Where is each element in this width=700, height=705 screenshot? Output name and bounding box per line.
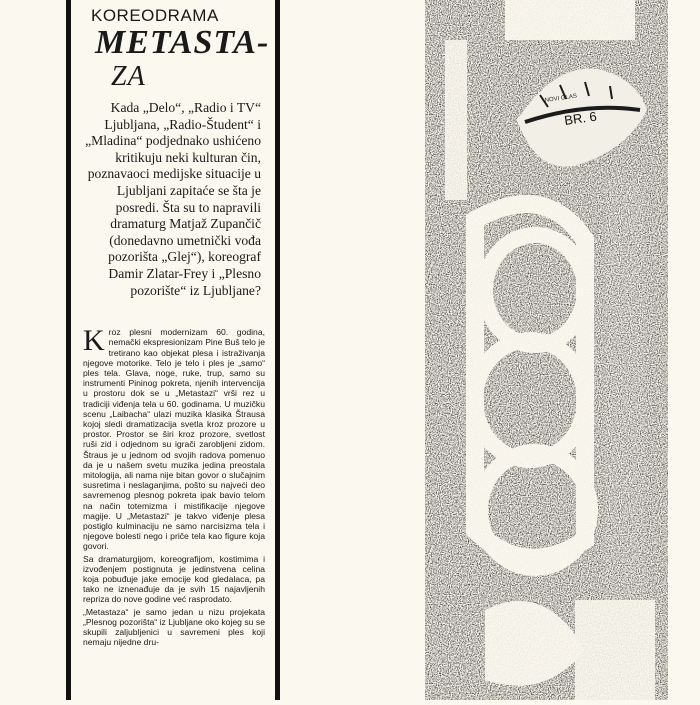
article-column [66,0,280,700]
headline-line-2: ZA [111,61,146,92]
body-paragraph-3: „Metastaza“ je samo jedan u nizu projekata „Plesnog pozorišta“ iz Ljubljane oko kojeg su se skupili zaljubljenici u savremeni ples koji nemaju nijedne dru- [83,606,265,648]
body-paragraph-1-text: roz plesni modernizam 60. godina, nemački ekspresionizam Pine Buš telo je tretirano kao objekat plesa i istraživanja njegove motorike. Telo je telo i ples je „samo“ ples tela. Glava, noge, ruke, trup, samo su instrumenti Pininog pokreta, njenih intervencija u prostoru dok se u „Metastazi“ vrši rez u tradiciji viđenja tela u 60. godinama. U muzičku scenu „Laibacha“ ulazi muzika klasika Štrausa kojoj sledi dramatizacija svetla kroz prozore u prostor. Prostor se širi kroz prozore, svetlost ruši zid i odjednom su igrači zarobljeni zidom. Štraus je u jednom od svojih radova pomenuo da je u našem svetu muzika jedina preostala mitologija, ali nama nije bitan govor o slučajnim susretima i neslaganjima, pošto su najveći deo savremenog plesnog pokreta ipak bavio telom na način totemizma i mistifikacije njegove magije. U „Metastazi“ je takvo viđenje plesa postiglo kulminaciju ne samo narcisizma tela i njegove bolesti nego i priče tela kao figure koja govori. [83,327,265,552]
body-paragraph-2: Sa dramaturgijom, koreografijom, kostimima i izvođenjem postignuta je jedinstvena celina koja pobuđuje jake emocije kod gledalaca, pa tako ne iznenađuje da je svih 15 najavljenih repriza do nove godine već rasprodato. [83,553,265,605]
collage-stamp: NOVI GLAS [544,93,578,104]
article-lead: Kada „Delo“, „Radio i TV“ Ljubljana, „Radio-Študent“ i „Mladina“ podjednako ushićeno kritikuju neki kulturan čin, poznavaoci medijske situacije u Ljubljani zapitaće se šta je posredi. Šta su to napravili dramaturg Matjaž Zupančič (donedavno umetnički vođa pozorišta „Glej“), koreograf Damir Zlatar-Frey i „Plesno pozorište“ iz Ljubljane? [85,100,261,298]
article-body [83,324,265,648]
photo-collage [425,0,668,700]
body-paragraph-1 [83,324,265,552]
headline-line-1: METASTA- [95,24,270,61]
article-headline [95,24,270,94]
magazine-issue: BR. 6 [563,108,598,128]
drop-cap: K [83,324,105,358]
article-kicker: KOREODRAMA [91,6,219,25]
collage-image [425,0,668,700]
